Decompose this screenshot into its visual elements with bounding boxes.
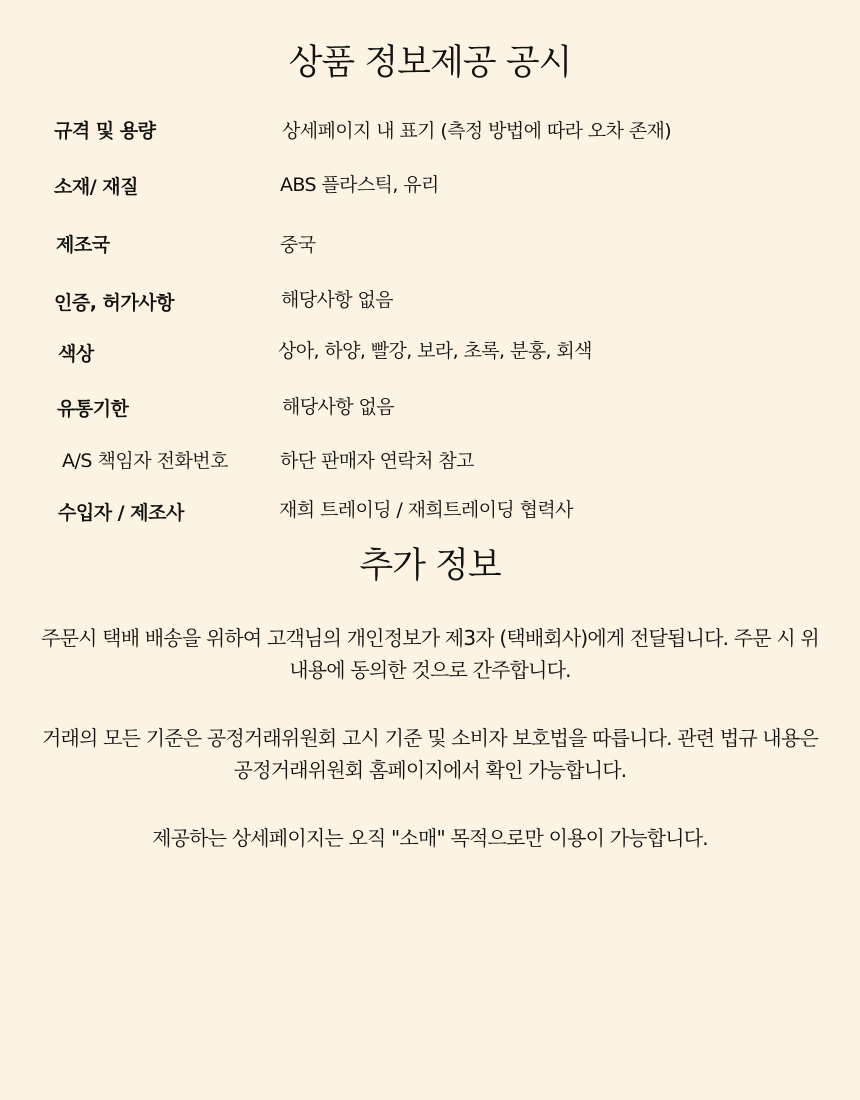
info-row-material bbox=[0, 170, 860, 204]
info-label: 소재/ 재질 bbox=[54, 176, 138, 198]
info-label: 규격 및 용량 bbox=[54, 120, 156, 142]
info-row-as-contact bbox=[0, 444, 860, 478]
info-row-color bbox=[0, 336, 860, 370]
notice-paragraph: 주문시 택배 배송을 위하여 고객님의 개인정보가 제3자 (택배회사)에게 전달됩니다. 주문 시 위 내용에 동의한 것으로 간주합니다. bbox=[41, 626, 819, 682]
info-value: ABS 플라스틱, 유리 bbox=[280, 174, 439, 196]
notice-paragraph: 제공하는 상세페이지는 오직 "소매" 목적으로만 이용이 가능합니다. bbox=[152, 826, 708, 850]
info-value: 중국 bbox=[280, 234, 316, 256]
info-row-origin bbox=[0, 228, 860, 262]
info-value: 상아, 하양, 빨강, 보라, 초록, 분홍, 회색 bbox=[278, 340, 592, 362]
info-value: 재희 트레이딩 / 재희트레이딩 협력사 bbox=[279, 499, 573, 521]
notice-paragraph: 거래의 모든 기준은 공정거래위원회 고시 기준 및 소비자 보호법을 따릅니다. 관련 법규 내용은 공정거래위원회 홈페이지에서 확인 가능합니다. bbox=[41, 726, 818, 782]
info-label: 수입자 / 제조사 bbox=[58, 502, 184, 524]
info-row-size bbox=[0, 116, 860, 150]
info-value: 상세페이지 내 표기 (측정 방법에 따라 오차 존재) bbox=[282, 120, 672, 142]
info-value: 하단 판매자 연락처 참고 bbox=[280, 450, 474, 472]
info-value: 해당사항 없음 bbox=[281, 289, 393, 311]
section-title: 추가 정보 bbox=[359, 546, 501, 586]
info-label: 제조국 bbox=[56, 234, 110, 256]
info-label: A/S 책임자 전화번호 bbox=[62, 450, 229, 472]
info-row-certification bbox=[0, 285, 860, 319]
page-title: 상품 정보제공 공시 bbox=[288, 43, 572, 83]
info-label: 유통기한 bbox=[57, 398, 129, 420]
info-row-expiry bbox=[0, 392, 860, 426]
info-row-importer bbox=[0, 495, 860, 529]
info-label: 인증, 허가사항 bbox=[54, 292, 174, 314]
info-label: 색상 bbox=[58, 343, 94, 365]
info-value: 해당사항 없음 bbox=[282, 396, 394, 418]
